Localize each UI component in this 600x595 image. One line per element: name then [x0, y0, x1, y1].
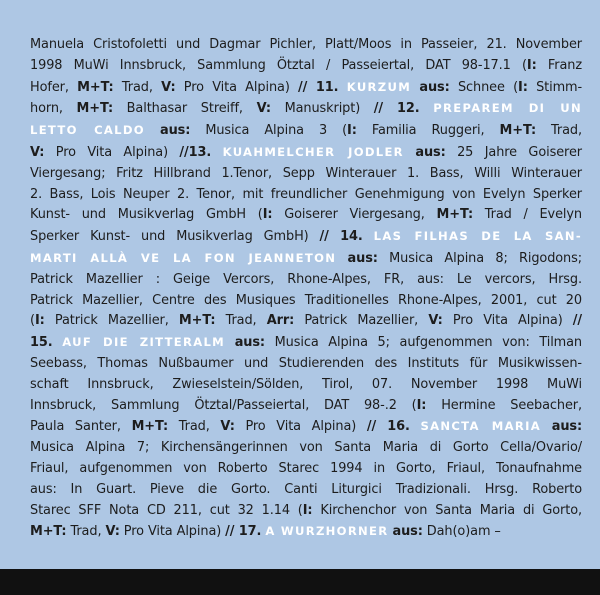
text-run: Manuskript) [270, 101, 374, 117]
track-number: // 17. [225, 524, 262, 540]
source-label: aus: [415, 144, 446, 160]
role-label: I: [416, 397, 427, 413]
track-title: A WURZHORNER [265, 524, 389, 539]
track-number: // 16. [366, 419, 410, 435]
role-label: Arr: [266, 313, 295, 329]
text-run: 25 Jahre Goiserer [445, 144, 582, 160]
text-run: Pro Vita Alpina) [234, 419, 367, 435]
credits-line [30, 354, 582, 375]
text-run: Trad, [113, 79, 162, 95]
role-label: M+T: [30, 524, 67, 540]
credits-line [30, 226, 582, 248]
text-run: horn, [30, 101, 77, 117]
role-label: V: [428, 313, 443, 329]
role-label: V: [30, 144, 45, 160]
credits-line [30, 77, 582, 99]
role-label: V: [256, 101, 271, 117]
text-run: Musica Alpina 5; aufgenommen von: Tilman [265, 335, 583, 351]
credits-line [30, 396, 582, 417]
text-run: Sperker Kunst- und Musikverlag GmbH) [30, 229, 320, 245]
text-run: Balthasar Streiff, [113, 101, 257, 117]
text-run: 1998 MuWi Innsbruck, Sammlung Ötztal / Passeiertal, DAT 98-17.1 ( [30, 57, 527, 73]
text-run: 2. Bass, Lois Neuper 2. Tenor, mit freundlicher Genehmigung von Evelyn Sperker [30, 186, 582, 202]
credits-line [30, 248, 582, 270]
source-label: aus: [392, 524, 423, 540]
track-title: SANCTA MARIA [420, 419, 542, 434]
text-run: Hofer, [30, 79, 78, 95]
text-run: Viergesang; Fritz Hillbrand 1.Tenor, Sepp Winterauer 1. Bass, Willi Winterauer [30, 165, 582, 181]
text-run: Patrick Mazellier, [44, 313, 179, 329]
credits-line [30, 205, 582, 226]
text-run: schaft Innsbruck, Zwieselstein/Sölden, Tirol, 07. November 1998 MuWi [30, 376, 582, 392]
track-number: // 11. [298, 79, 339, 95]
text-run: Musica Alpina 3 ( [190, 123, 348, 139]
credits-line [30, 501, 582, 522]
text-run: Pro Vita Alpina) [175, 79, 299, 95]
role-label: M+T: [77, 79, 114, 95]
credits-line [30, 185, 582, 206]
credits-line [30, 332, 582, 354]
track-number: // 12. [373, 101, 420, 117]
role-label: M+T: [499, 123, 537, 139]
text-run: Manuela Cristofoletti und Dagmar Pichler, Platt/Moos in Passeier, 21. November [30, 37, 582, 52]
credits-line [30, 56, 582, 77]
role-label: I: [518, 79, 528, 95]
credits-line [30, 375, 582, 396]
source-label: aus: [551, 419, 583, 435]
role-label: I: [526, 57, 537, 73]
text-run: Pro Vita Alpina) [44, 144, 180, 160]
text-run: Franz [536, 57, 583, 73]
source-label: aus: [160, 123, 191, 139]
text-run: Trad, [536, 123, 582, 139]
track-title: LETTO CALDO [30, 123, 145, 138]
text-run: Goiserer Viergesang, [272, 207, 437, 223]
text-run: Stimm- [527, 79, 583, 95]
track-title: KURZUM [346, 79, 412, 94]
text-run: Trad, [215, 313, 267, 329]
credits-line [30, 98, 582, 120]
credits-line [30, 311, 582, 332]
role-label: M+T: [178, 313, 216, 329]
track-separator: // [572, 313, 583, 329]
credits-text-block [30, 35, 582, 543]
text-run: Trad, [168, 419, 221, 435]
role-label: V: [161, 79, 176, 95]
role-label: I: [347, 123, 357, 139]
text-run: Trad / Evelyn [473, 207, 583, 223]
track-number: 15. [30, 335, 53, 351]
track-title: MARTI ALLÀ VE LA FON JEANNETON [30, 250, 337, 265]
credits-line [30, 480, 582, 501]
text-run: Paula Santer, [30, 419, 132, 435]
text-run: Patrick Mazellier, [294, 313, 429, 329]
text-run: Trad, [66, 524, 106, 540]
text-run: Dah(o)am – [422, 524, 501, 540]
text-run: Musica Alpina 7; Kirchensängerinnen von Santa Maria di Gorto Cella/Ovario/ [30, 440, 582, 456]
text-run: Patrick Mazellier, Centre des Musiques Traditionelles Rhone-Alpes, 2001, cut 20 [30, 292, 582, 308]
text-run: Hermine Seebacher, [426, 397, 582, 413]
role-label: V: [105, 524, 120, 540]
text-run: Kirchenchor von Santa Maria di Gorto, [312, 502, 582, 518]
role-label: M+T: [131, 419, 169, 435]
credits-line [30, 291, 582, 312]
source-label: aus: [419, 79, 450, 95]
text-run: aus: In Guart. Pieve die Gorto. Canti Liturgici Tradizionali. Hrsg. Roberto [30, 481, 582, 497]
credits-line [30, 438, 582, 459]
role-label: I: [262, 207, 273, 223]
text-run: Pro Vita Alpina) [119, 524, 226, 540]
role-label: I: [302, 502, 313, 518]
text-run: Patrick Mazellier : Geige Vercors, Rhone-Alpes, FR, aus: Le vercors, Hrsg. [30, 271, 582, 287]
text-run: Starec SFF Nota CD 211, cut 32 1.14 ( [30, 502, 303, 518]
track-title: PREPAREM DI UN [433, 101, 582, 116]
text-run: Familia Ruggeri, [356, 123, 500, 139]
credits-line [30, 142, 582, 164]
text-run: Schnee ( [449, 79, 519, 95]
track-number: //13. [179, 144, 212, 160]
credits-line [30, 164, 582, 185]
text-run: Innsbruck, Sammlung Ötztal/Passeiertal, DAT 98-.2 ( [30, 397, 417, 413]
credits-line [30, 35, 582, 56]
track-title: LAS FILHAS DE LA SAN- [373, 229, 583, 244]
track-title: KUAHMELCHER JODLER [222, 144, 404, 159]
role-label: M+T: [76, 101, 114, 117]
role-label: V: [220, 419, 235, 435]
source-label: aus: [234, 335, 265, 351]
text-run: Pro Vita Alpina) [442, 313, 573, 329]
credits-line [30, 416, 582, 438]
text-run: Kunst- und Musikverlag GmbH ( [30, 207, 263, 223]
credits-line [30, 521, 582, 543]
track-number: // 14. [319, 229, 363, 245]
role-label: M+T: [436, 207, 474, 223]
text-run: Musica Alpina 8; Rigodons; [377, 250, 582, 266]
credits-line [30, 270, 582, 291]
track-title: AUF DIE ZITTERALM [62, 335, 226, 350]
text-run: Friaul, aufgenommen von Roberto Starec 1994 in Gorto, Friaul, Tonaufnahme [30, 460, 582, 476]
credits-line [30, 459, 582, 480]
role-label: I: [34, 313, 45, 329]
text-run: ( [30, 313, 35, 329]
credits-line [30, 120, 582, 142]
source-label: aus: [347, 250, 378, 266]
bottom-border-bar [0, 569, 600, 595]
text-run: Seebass, Thomas Nußbaumer und Studierenden des Instituts für Musikwissen- [30, 355, 582, 371]
